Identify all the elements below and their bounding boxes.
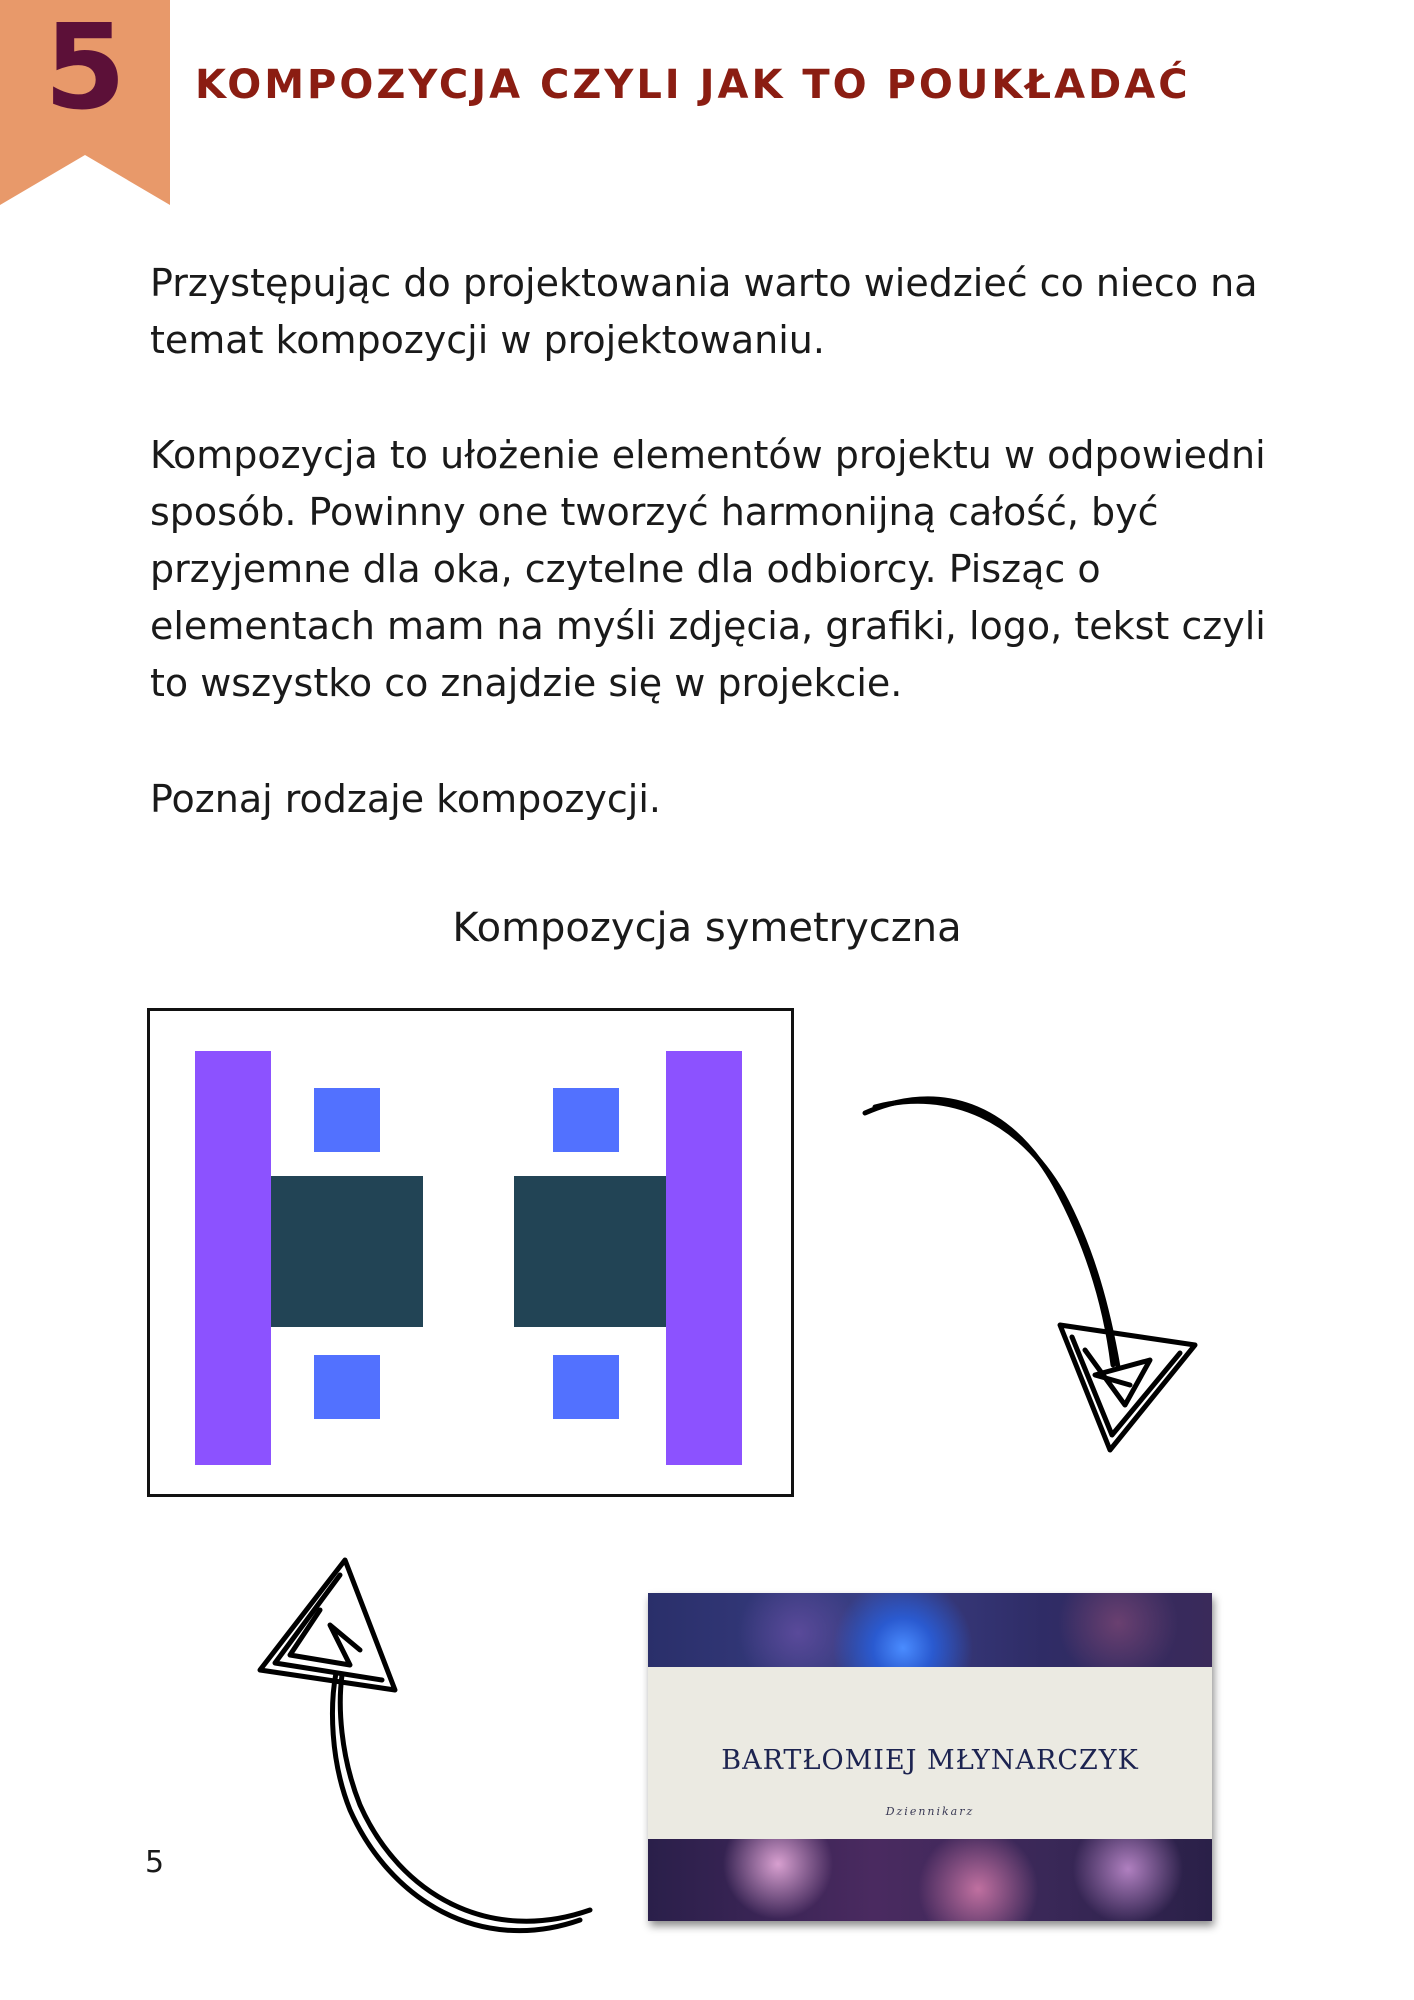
chapter-title: KOMPOZYCJA CZYLI JAK TO POUKŁADAĆ xyxy=(195,62,1191,108)
arrow-down-icon xyxy=(850,1075,1210,1475)
figure-caption: Kompozycja symetryczna xyxy=(452,905,962,951)
card-name: BARTŁOMIEJ MŁYNARCZYK xyxy=(721,1745,1139,1776)
square-top-right xyxy=(553,1088,619,1152)
square-bottom-left xyxy=(314,1355,380,1419)
card-top-photo xyxy=(648,1593,1212,1667)
card-role: Dziennikarz xyxy=(885,1805,975,1818)
intro-paragraph: Przystępując do projektowania warto wiedzieć co nieco na temat kompozycji w projektowaniu. xyxy=(150,261,1258,362)
symmetric-composition-diagram xyxy=(147,1008,794,1497)
chapter-number: 5 xyxy=(43,0,127,136)
card-name-band xyxy=(648,1667,1212,1839)
block-right xyxy=(514,1176,666,1327)
left-bar xyxy=(195,1051,271,1465)
block-left xyxy=(271,1176,423,1327)
definition-paragraph: Kompozycja to ułożenie elementów projektu w odpowiedni sposób. Powinny one tworzyć harmonijną całość, być przyjemne dla oka, czytelne dla odbiorcy. Pisząc o elementach mam na myśli zdjęcia, grafiki, logo, tekst czyli to wszystko co znajdzie się w projekcie. xyxy=(150,433,1266,705)
square-top-left xyxy=(314,1088,380,1152)
card-bottom-photo xyxy=(648,1839,1212,1921)
page-number: 5 xyxy=(145,1845,165,1880)
right-bar xyxy=(666,1051,742,1465)
arrow-up-icon xyxy=(250,1555,600,1955)
prompt-paragraph: Poznaj rodzaje kompozycji. xyxy=(150,777,661,821)
square-bottom-right xyxy=(553,1355,619,1419)
business-card xyxy=(648,1593,1212,1921)
